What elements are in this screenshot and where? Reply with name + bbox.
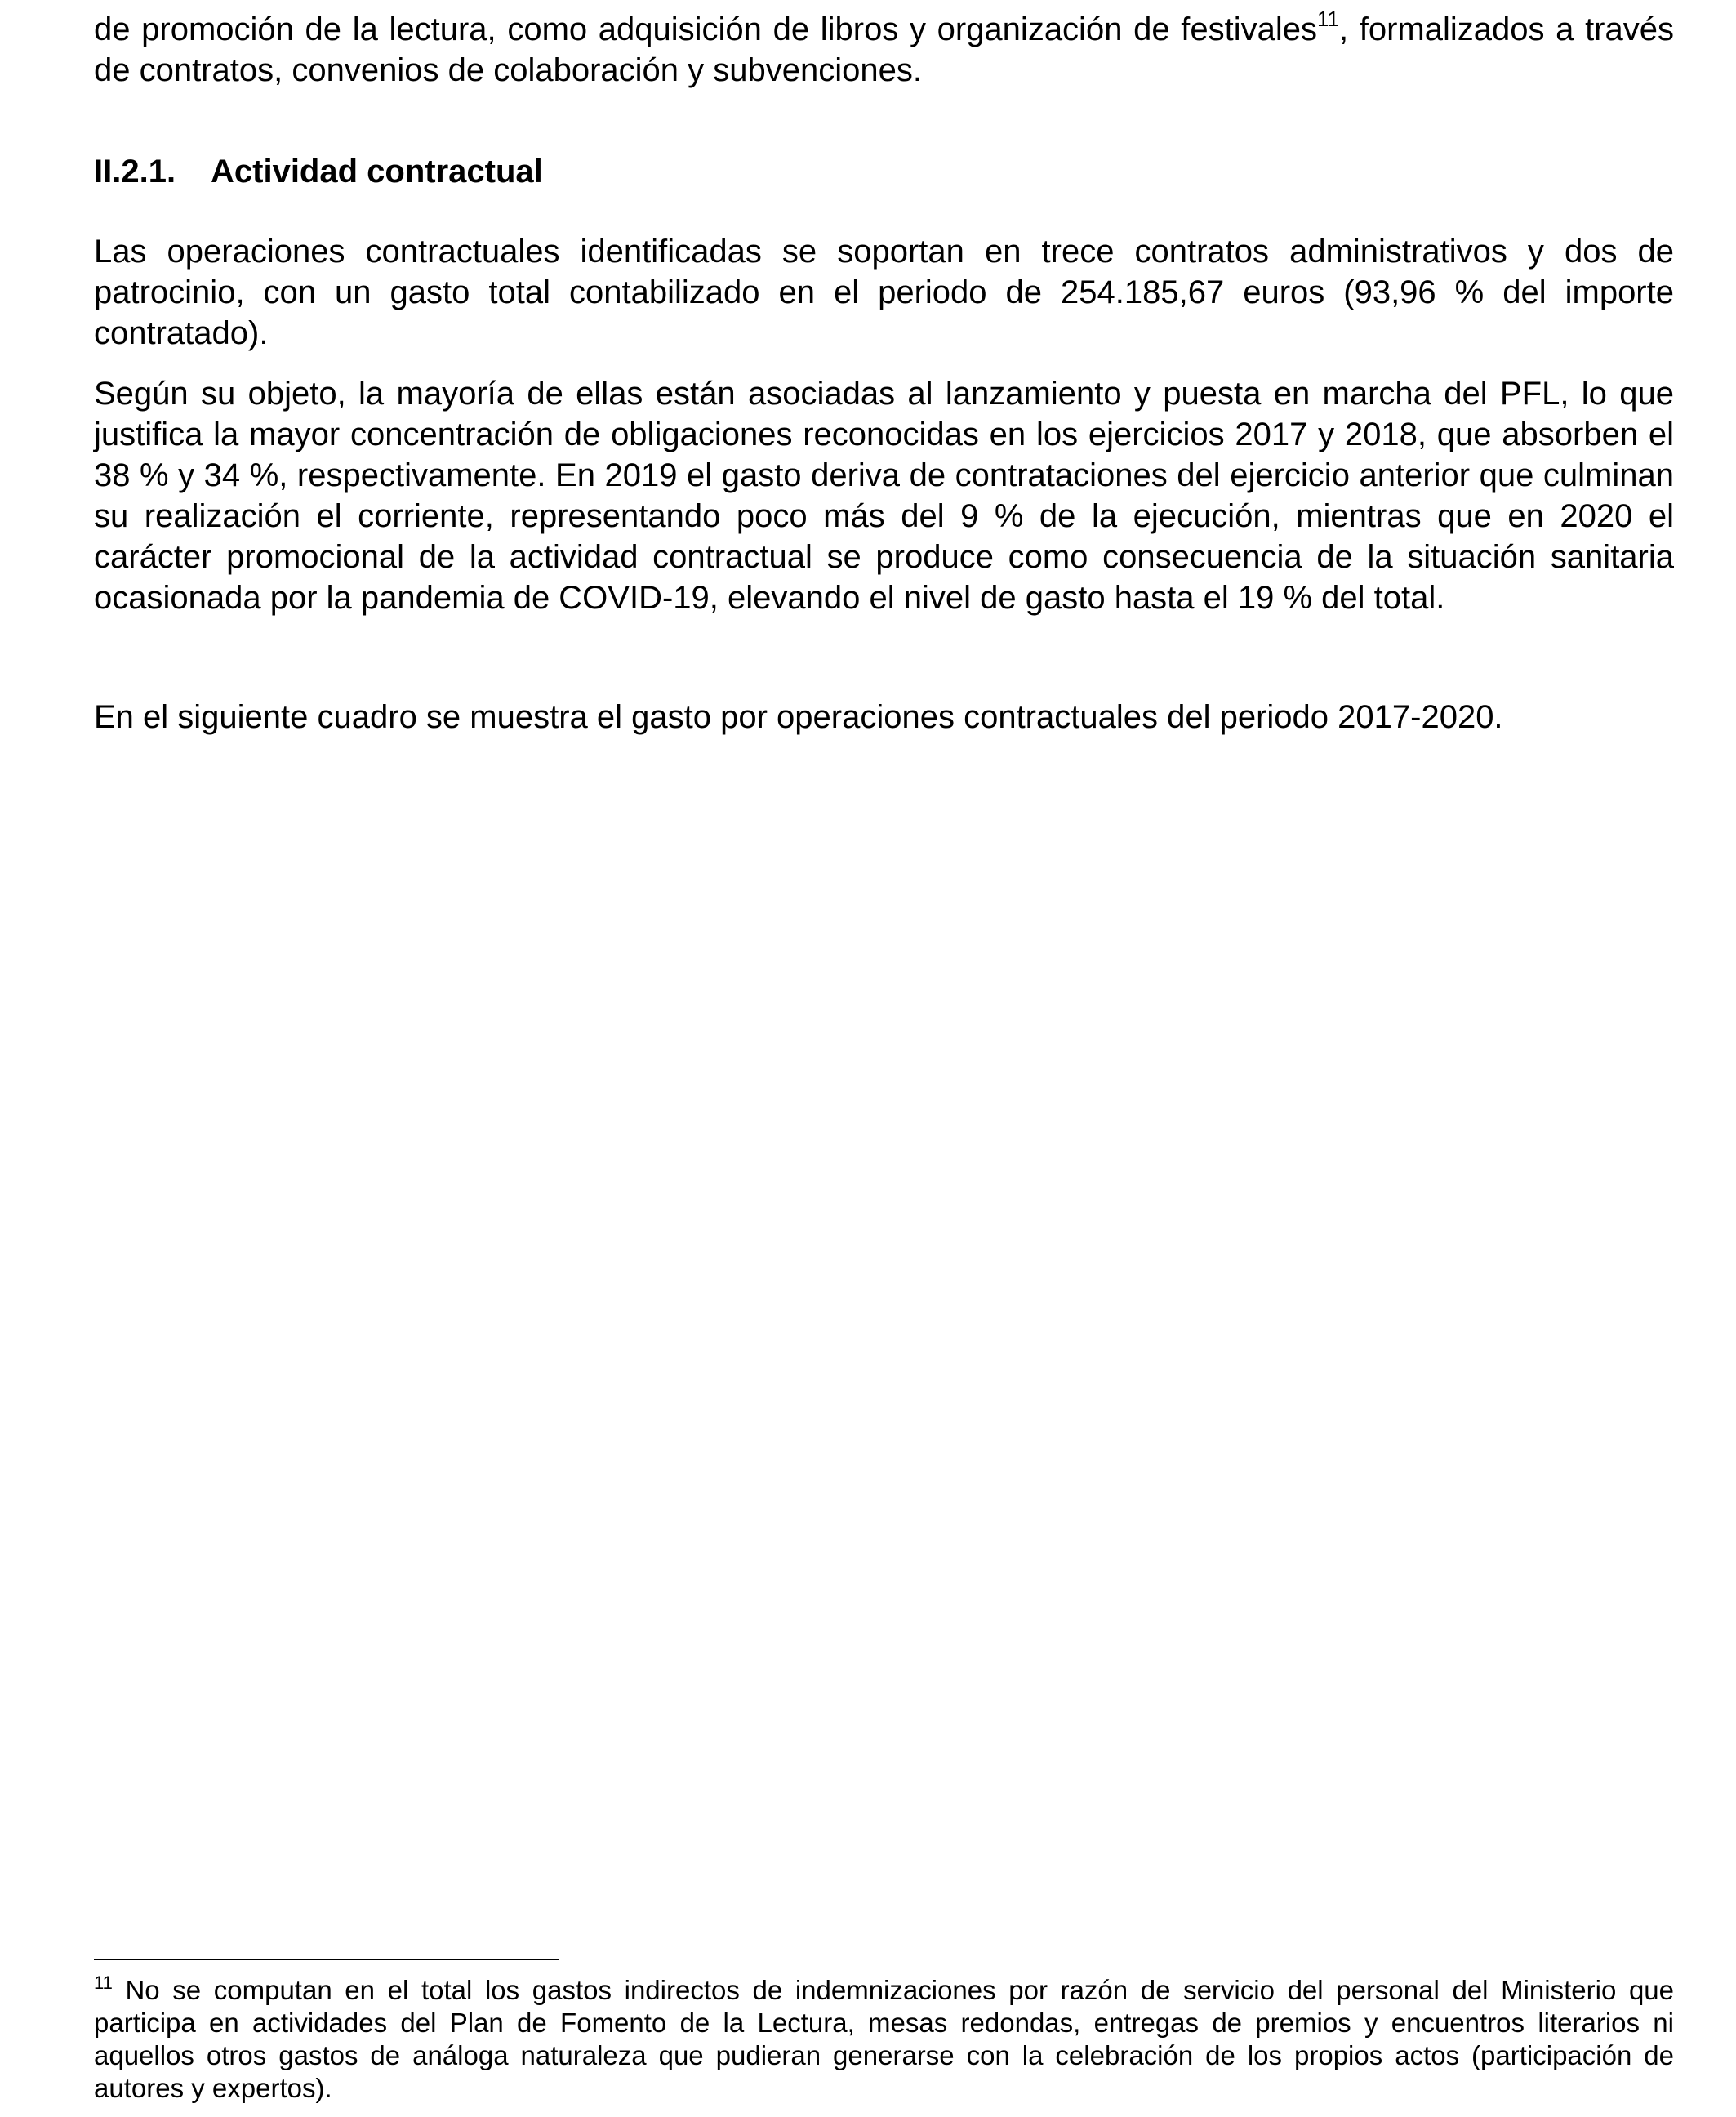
section-heading <box>94 151 543 192</box>
intro-text-before-ref: de promoción de la lectura, como adquisición de libros y organización de festivales <box>94 11 1317 47</box>
section-number: II.2.1. <box>94 154 176 189</box>
section-title: Actividad contractual <box>211 154 543 189</box>
footnote-marker: 11 <box>94 1972 113 1993</box>
paragraph-contract-operations: Las operaciones contractuales identificadas se soportan en trece contratos administrativos y dos de patrocinio, con un gasto total contabilizado en el periodo de 254.185,67 euros (93,96 % del importe contratado). <box>94 234 1674 351</box>
paragraph-expense-distribution: Según su objeto, la mayoría de ellas están asociadas al lanzamiento y puesta en marcha del PFL, lo que justifica la mayor concentración de obligaciones reconocidas en los ejercicios 2017 y 2018, que absorben el 38 % y 34 %, respectivamente. En 2019 el gasto deriva de contrataciones del ejercicio anterior que culminan su realización el corriente, representando poco más del 9 % de la ejecución, mientras que en 2020 el carácter promocional de la actividad contractual se produce como consecuencia de la situación sanitaria ocasionada por la pandemia de COVID-19, elevando el nivel de gasto hasta el 19 % del total. <box>94 376 1674 616</box>
footnote <box>94 1974 1674 2105</box>
document-page <box>94 0 1674 2117</box>
intro-text-after-ref: , formalizados a través de contratos, convenios de colaboración y subvenciones. <box>94 11 1674 88</box>
footnote-text: No se computan en el total los gastos indirectos de indemnizaciones por razón de servicio del personal del Ministerio que participa en actividades del Plan de Fomento de la Lectura, mesas redondas, entregas de premios y encuentros literarios ni aquellos otros gastos de análoga naturaleza que pudieran generarse con la celebración de los propios actos (participación de autores y expertos). <box>94 1975 1674 2103</box>
footnote-separator <box>94 1959 559 1960</box>
footnote-reference[interactable]: 11 <box>1316 7 1339 31</box>
paragraph-table-intro: En el siguiente cuadro se muestra el gasto por operaciones contractuales del periodo 2017-2020. <box>94 699 1503 735</box>
intro-paragraph <box>94 9 1674 91</box>
